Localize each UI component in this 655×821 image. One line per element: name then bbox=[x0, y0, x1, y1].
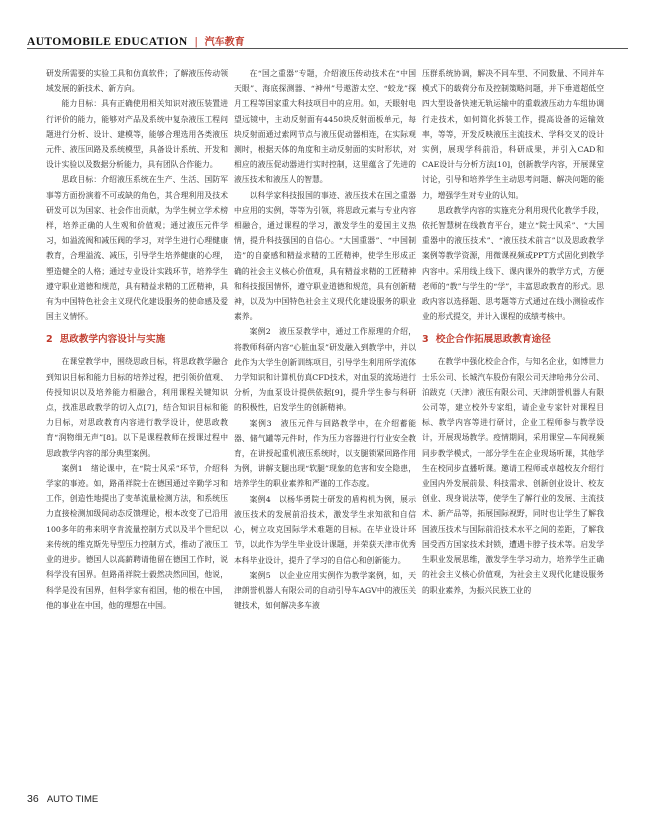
section-number: 3 bbox=[422, 334, 429, 346]
text-column-2 bbox=[234, 66, 416, 766]
paragraph: 压群系统协调，解决不同车型、不同数量、不同并车模式下的载荷分布及控制策略问题，并下垂道超低空四大型设备快速无轨运输中的重载液压动力车组协调行走技术，如何简化拆装工作，提高设备的运输效率，等等，开发反映液压主流技术、学科交叉的设计实例，展现学科前沿，科研成果，并引入CAD和CAE设计与分析方法[10]，创新教学内容，开展课堂讨论，引导和培养学生主动思考问题、解决问题的能力，增强学生对专业的认知。 bbox=[422, 69, 604, 200]
running-header bbox=[27, 30, 627, 50]
paragraph: 研发所需要的实验工具和仿真软件；了解液压传动领域发展的新技术、新方向。 bbox=[46, 69, 228, 94]
paragraph: 案例4 以杨华勇院士研发的盾构机为例，展示液压技术的发展前沿技术，激发学生求知欲和自信心，树立攻克国际学术难题的目标。在毕业设计环节，以此作为学生毕业设计课题，并荣获天津市优秀本科毕业设计，提升了学习的自信心和创新能力。 bbox=[234, 494, 416, 565]
section-number: 2 bbox=[46, 334, 53, 346]
text-column-1 bbox=[46, 66, 228, 766]
paragraph: 案例3 液压元件与回路教学中，在介绍蓄能器、储气罐等元件时，作为压力容器进行行业安全教育，在讲授起重机液压系统时，以支腿锁紧回路作用为例，讲解支腿出现“软腿”现象的危害和安全隐患，培养学生的职业素养和严谨的工作态度。 bbox=[234, 418, 416, 489]
header-rule bbox=[27, 48, 628, 49]
paragraph: 案例2 液压泵教学中，通过工作原理的介绍，将教师科研内容“心脏血泵”研发融入到教学中，并以此作为大学生创新训练项目，引导学生利用所学流体力学知识和计算机仿真CFD技术，对血泵的流场进行分析，为血泵设计提供依据[9]，提升学生参与科研的积极性，启发学生的创新精神。 bbox=[234, 327, 416, 413]
paragraph: 在教学中强化校企合作，与知名企业，如博世力士乐公司、长城汽车股份有限公司天津哈弗分公司、泊跋克（天津）液压有限公司、天津朗誉机器人有限公司等，建立校外专家组，请企业专家针对课程目标、教学内容等进行研讨，企业工程师参与教学设计，开展现场教学。疫情期间，采用课堂—车间视频同步教学模式，一部分学生在企业现场听课，其他学生在校同步直播听课。邀请工程师或卓越校友介绍行业国内外发展前景、科技需求、创新创业设计、校友创业、现身说法等，使学生了解行业的发展、主流技术、新产品等，拓展国际视野，同时也让学生了解我国液压技术与国际前沿技术水平之间的差距，了解我国受西方国家技术封锁，遭遇卡脖子技术等。启发学生职业发展思维，激发学生学习动力，培养学生正确的社会主义核心价值观，为社会主义现代化建设服务的职业素养，为振兴民族工业的 bbox=[422, 357, 604, 595]
magazine-title-cn: 汽车教育 bbox=[204, 37, 245, 48]
paragraph: 能力目标：具有正确使用相关知识对液压装置进行评价的能力，能够对产品及系统中复杂液压工程问题进行分析、设计、建模等，能够合理选用各类液压元件、液压回路及系统模型，具备设计系统、开发和设计实验以及数据分析能力，具有团队合作能力。 bbox=[46, 99, 228, 170]
section-title: 校企合作拓展思政教育途径 bbox=[435, 334, 551, 346]
paragraph: 思政教学内容的实施充分利用现代化教学手段，依托智慧树在线教育平台，建立“院士风采”、“大国重器中的液压技术”、“液压技术前言”以及思政教学案例等教学资源，用微课视频或PPT方式固化到教学内容中。采用线上线下、课内课外的教学方式，方便老师的“教”与学生的“学”，丰富思政教育的形式。思政内容以选择题、思考题等方式通过在线小测验或作业的形式提交，并计入课程的成绩考核中。 bbox=[422, 205, 604, 322]
text-column-3 bbox=[422, 66, 604, 766]
header-separator: | bbox=[194, 36, 198, 48]
magazine-title-en: AUTOMOBILE EDUCATION bbox=[27, 36, 188, 48]
section-heading-2 bbox=[46, 333, 228, 347]
page-number: 36 bbox=[27, 793, 39, 805]
paragraph: 在课堂教学中，围绕思政目标，将思政教学融合到知识目标和能力目标的培养过程，把引领价值观、传授知识以及培养能力相融合，利用课程关键知识点，找准思政教学的切入点[7]，结合知识目标和能力目标，对思政教育内容进行教学设计，使思政教育“润物细无声”[8]。以下是课程教师在授课过程中思政教学内容的部分典型案例。 bbox=[46, 357, 228, 458]
page-footer bbox=[27, 793, 327, 809]
section-title: 思政教学内容设计与实施 bbox=[59, 334, 166, 346]
journal-name: AUTO TIME bbox=[46, 794, 99, 805]
paragraph: 思政目标：介绍液压系统在生产、生活、国防军事等方面扮演着不可或缺的角色，其合理利用及技术研发可以为国家、社会作出贡献，为学生树立学术榜样，培养正确的人生观和价值观；通过液压元件学习，如溢流阀和减压阀的学习，对学生进行心理健康教育，合理溢流、减压，引导学生培养健康的心理，塑造健全的人格；通过专业设计实践环节，培养学生遵守职业道德和规范，具有精益求精的工匠精神，具有为中国特色社会主义现代化建设服务的使命感及爱国主义情怀。 bbox=[46, 175, 228, 322]
paragraph: 案例1 绪论课中，在“院士风采”环节，介绍科学家的事迹。如，路甬祥院士在德国通过辛勤学习和工作，创造性地提出了变革流量检测方法，和系统压力直接检测加级间动态反馈理论，根本改变了已沿用100多年的弗来明亨肯流量控制方式以及半个世纪以来传统的维克斯先导型压力控制方式，推动了液压工业的进步。德国人以高薪聘请他留在德国工作时，说科学没有国界。但路甬祥院士毅然决然回国，他说，科学是没有国界，但科学家有祖国，他的根在中国，他的事业在中国，他的理想在中国。 bbox=[46, 463, 228, 610]
paragraph: 在“国之重器”专题，介绍液压传动技术在“中国天眼”、海底探测器、“神州”号遨游太空、“蛟龙”探月工程等国家重大科技项目中的应用。如，天眼射电望远镜中，主动反射面有4450块反射面板单元，每块反射面通过索网节点与液压促动器相连，在实际观测时，根据天体的角度和主动反射面的实时形状，对相应的液压促动器进行实时控制，这里蕴含了先进的液压技术和液压人的智慧。 bbox=[234, 69, 416, 185]
paragraph: 以科学家科技报国的事迹、液压技术在国之重器中应用的实例，等等为引领，将思政元素与专业内容相融合，通过课程的学习，激发学生的爱国主义热情，提升科技强国的自信心。“大国重器”、“中国制造”的自豪感和精益求精的工匠精神，使学生形成正确的社会主义核心价值观，具有精益求精的工匠精神和科技报国情怀，遵守职业道德和规范，具有创新精神，以及为中国特色社会主义现代化建设服务的职业素养。 bbox=[234, 190, 416, 322]
section-heading-3 bbox=[422, 333, 604, 347]
paragraph: 案例5 以企业应用实例作为教学案例，如，天津朗誉机器人有限公司的自动引导车AGV中的液压关键技术，如何解决多车液 bbox=[234, 570, 416, 611]
